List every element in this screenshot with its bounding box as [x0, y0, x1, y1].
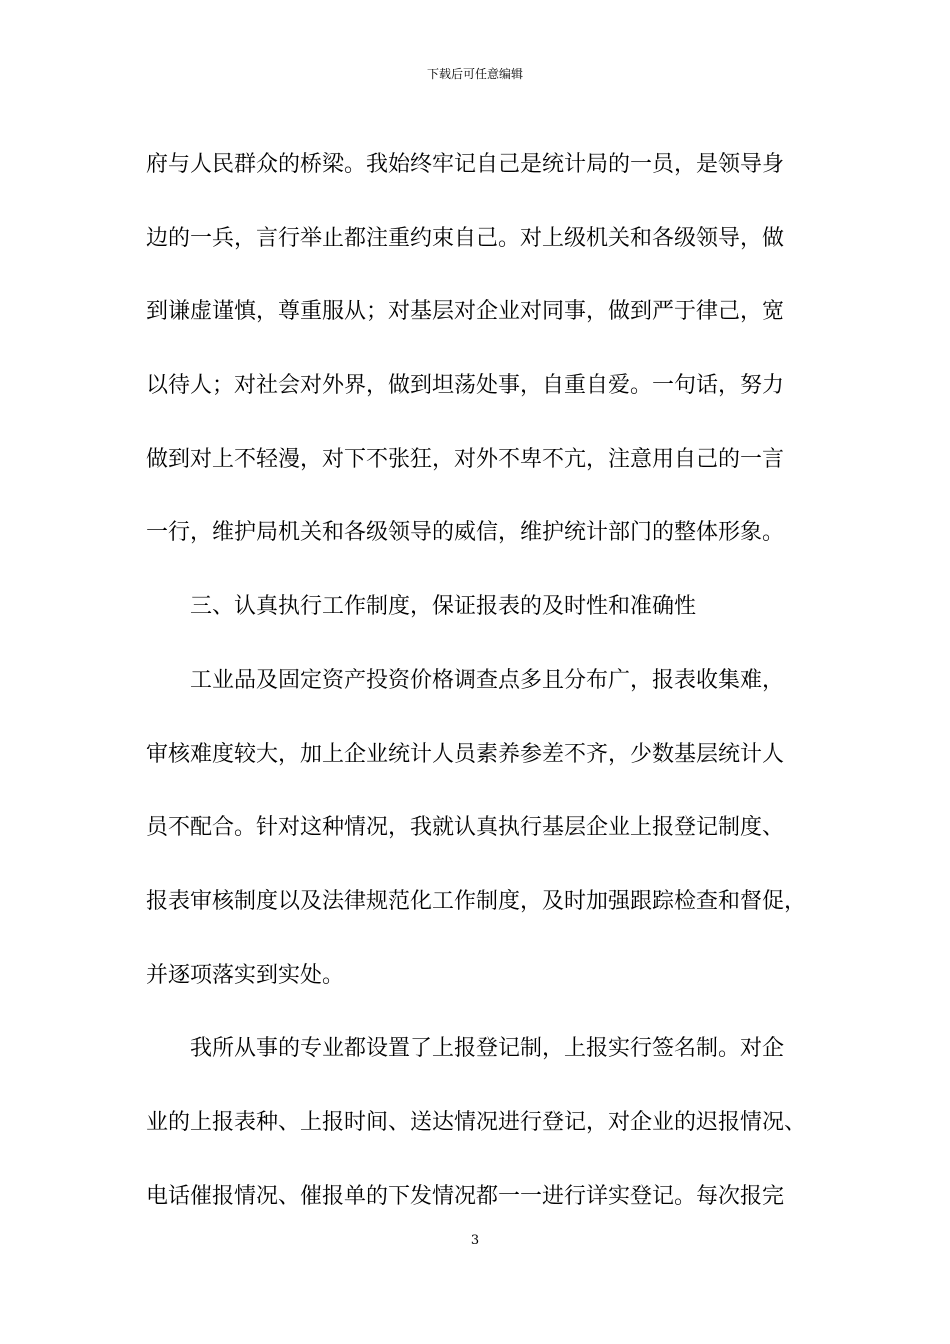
text-line: 报表审核制度以及法律规范化工作制度，及时加强跟踪检查和督促， [146, 888, 807, 914]
text-line: 到谦虚谨慎，尊重服从；对基层对企业对同事，做到严于律己，宽 [146, 299, 785, 325]
text-line: 员不配合。针对这种情况，我就认真执行基层企业上报登记制度、 [146, 815, 785, 841]
text-line: 府与人民群众的桥梁。我始终牢记自己是统计局的一员，是领导身 [146, 152, 785, 177]
text-line: 并逐项落实到实处。 [146, 962, 345, 988]
text-line: 审核难度较大，加上企业统计人员素养参差不齐，少数基层统计人 [146, 741, 785, 767]
text-line: 业的上报表种、上报时间、送达情况进行登记，对企业的迟报情况、 [146, 1109, 807, 1135]
text-line: 电话催报情况、催报单的下发情况都一一进行详实登记。每次报完 [146, 1183, 785, 1209]
text-line: 以待人；对社会对外界，做到坦荡处事，自重自爱。一句话，努力 [146, 373, 785, 399]
text-line: 我所从事的专业都设置了上报登记制，上报实行签名制。对企 [190, 1036, 785, 1062]
body-text [146, 128, 826, 1233]
text-line: 边的一兵，言行举止都注重约束自己。对上级机关和各级领导，做 [146, 225, 785, 251]
text-line: 一行，维护局机关和各级领导的威信，维护统计部门的整体形象。 [146, 520, 785, 546]
text-line: 工业品及固定资产投资价格调查点多且分布广，报表收集难， [190, 667, 785, 693]
section-heading: 三、认真执行工作制度，保证报表的及时性和准确性 [190, 594, 697, 620]
page-number: 3 [470, 1233, 480, 1248]
page-header: 下载后可任意编辑 [426, 67, 523, 81]
text-line: 做到对上不轻漫，对下不张狂，对外不卑不亢，注意用自己的一言 [146, 446, 785, 472]
